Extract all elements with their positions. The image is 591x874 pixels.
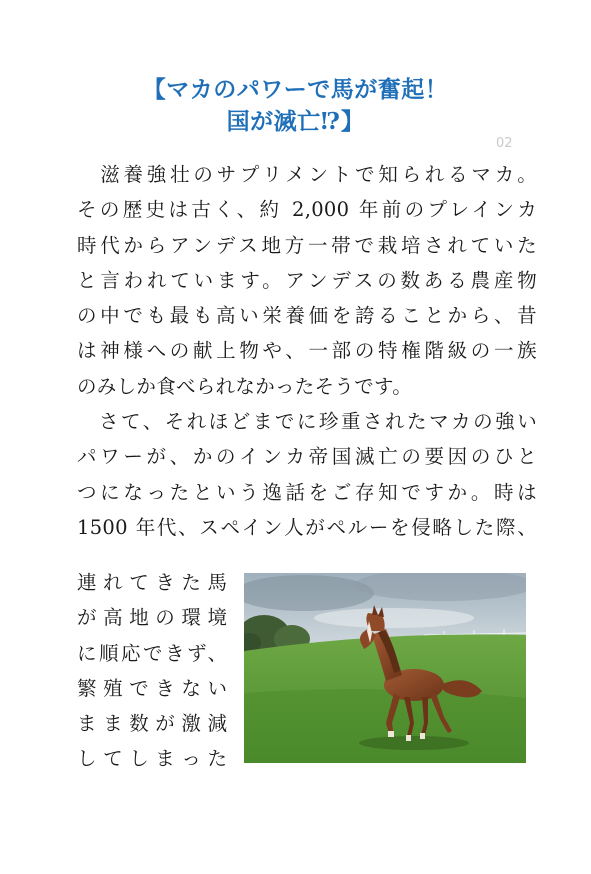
article-title-line-1: 【マカのパワーで馬が奮起！ — [142, 76, 449, 103]
body-line: の中でも最も高い栄養価を誇ることから、昔 — [77, 304, 537, 328]
wrapped-line: 連れてきた馬 — [77, 571, 227, 594]
body-line: は神様への献上物や、一部の特権階級の一族 — [77, 339, 537, 363]
wrapped-line: が高地の環境 — [77, 606, 227, 630]
body-line: さて、それほどまでに珍重されたマカの強い — [77, 410, 537, 434]
body-line: 滋養強壮のサプリメントで知られるマカ。 — [77, 163, 537, 186]
wrapped-line: まま数が激減 — [77, 712, 227, 736]
body-line: つになったという逸話をご存知ですか。時は — [77, 480, 537, 504]
body-line: のみしか食べられなかったそうです。 — [77, 374, 413, 398]
article-title-line-2: 国が滅亡⁉】 — [226, 108, 365, 135]
body-line: 時代からアンデス地方一帯で栽培されていた — [77, 233, 537, 257]
wrapped-line: してしまった — [77, 747, 227, 771]
article-title — [0, 74, 591, 138]
article-body — [77, 157, 537, 545]
body-line: と言われています。アンデスの数ある農産物 — [77, 268, 537, 292]
body-line: 1500 年代、スペイン人がペルーを侵略した際、 — [77, 515, 537, 539]
wrapped-line: 繁殖できない — [77, 676, 227, 700]
article-body-wrapped — [77, 565, 227, 777]
body-line: その歴史は古く、約 2,000 年前のプレインカ — [77, 198, 537, 222]
body-line: パワーが、かのインカ帝国滅亡の要因のひと — [77, 445, 537, 469]
horse-photo — [244, 573, 526, 763]
page-number: 02 — [496, 136, 513, 151]
wrapped-line: に順応できず、 — [77, 641, 227, 665]
